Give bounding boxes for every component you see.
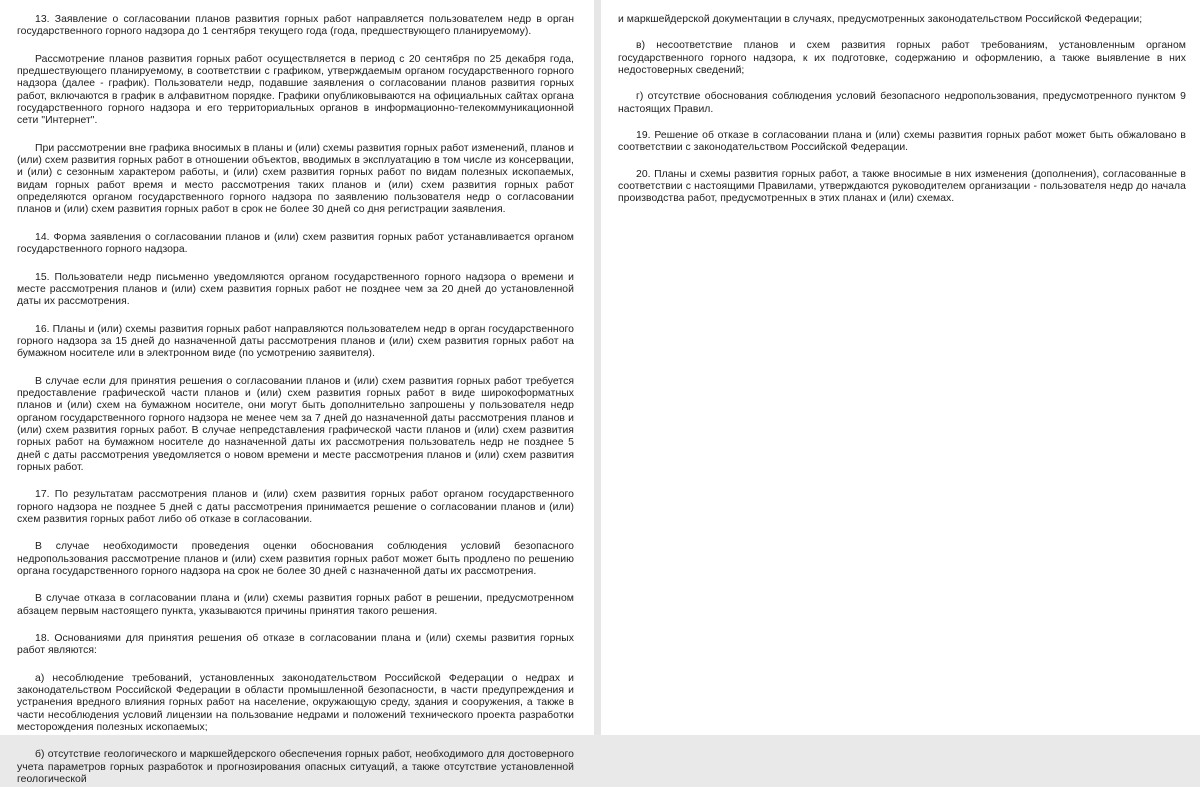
document-page-right bbox=[601, 0, 1200, 735]
paragraph-17-refusal-reasons: В случае отказа в согласовании плана и (или) схемы развития горных работ в решении, предусмотренном абзацем первым настоящего пункта, указываются причины принятия такого решения. bbox=[17, 593, 574, 617]
document-page-left bbox=[0, 0, 594, 786]
paragraph-17-extension: В случае необходимости проведения оценки обоснования соблюдения условий безопасного недропользования рассмотрение планов и (или) схем развития горных работ может быть продлено по решению органа государственного горного надзора на срок не более 30 дней с назначенной даты их рассмотрения. bbox=[17, 541, 574, 578]
paragraph-18-item-v: в) несоответствие планов и схем развития горных работ требованиям, установленным органом государственного горного надзора, к их подготовке, содержанию и оформлению, а также выявление в них недостоверных сведений; bbox=[618, 40, 1186, 77]
paragraph-13-out-of-schedule: При рассмотрении вне графика вносимых в планы и (или) схемы развития горных работ изменений, планов и (или) схем развития горных работ в отношении объектов, вводимых в эксплуатацию в том числе из консервации, и (или) с сезонным характером работы, и (или) схем развития горных работ по видам полезных ископаемых, видам горных работ время и место рассмотрения таких планов и (или) схем развития горных работ определяются органом государственного горного надзора по заявлению пользователя недр о согласовании планов и (или) схем развития горных работ в срок не более 30 дней со дня регистрации заявления. bbox=[17, 142, 574, 216]
paragraph-16: 16. Планы и (или) схемы развития горных работ направляются пользователем недр в орган государственного горного надзора за 15 дней до назначенной даты рассмотрения планов и (или) схем развития горных работ на бумажном носителе или в электронном виде (по усмотрению заявителя). bbox=[17, 323, 574, 360]
paragraph-18-item-a: а) несоблюдение требований, установленных законодательством Российской Федерации о недрах и законодательством Российской Федерации в области промышленной безопасности, в части предупреждения и устранения вредного влияния горных работ на население, окружающую среду, здания и сооружения, а также в части несоблюдения условий лицензии на пользование недрами и положений технического проекта разработки месторождения полезных ископаемых; bbox=[17, 672, 574, 734]
paragraph-18-item-b: б) отсутствие геологического и маркшейдерского обеспечения горных работ, необходимого для достоверного учета параметров горных разработок и прогнозирования опасных ситуаций, а также отсутствие установленной геологической bbox=[17, 749, 574, 786]
paragraph-20: 20. Планы и схемы развития горных работ, а также вносимые в них изменения (дополнения), согласованные в соответствии с настоящими Правилами, утверждаются руководителем организации - пользователя недр до начала производства работ, предусмотренных в этих планах и (или) схемах. bbox=[618, 168, 1186, 205]
paragraph-13: 13. Заявление о согласовании планов развития горных работ направляется пользователем недр в орган государственного горного надзора до 1 сентября текущего года (года, предшествующего планируемому). bbox=[17, 14, 574, 38]
paragraph-16-graphic-part: В случае если для принятия решения о согласовании планов и (или) схем развития горных работ требуется предоставление графической части планов и (или) схем развития горных работ в виде широкоформатных планов и (или) схем на бумажном носителе, они могут быть дополнительно запрошены у пользователя недр органом государственного горного надзора не менее чем за 7 дней до назначенной даты рассмотрения планов и (или) схем развития горных работ. В случае непредставления графической части планов и (или) схем развития горных работ на бумажном носителе до назначенной даты их рассмотрения пользователь недр не позднее 5 дней с даты рассмотрения уведомляется о новом времени и месте рассмотрения планов и (или) схем развития горных работ. bbox=[17, 375, 574, 473]
paragraph-18: 18. Основаниями для принятия решения об отказе в согласовании плана и (или) схемы развития горных работ являются: bbox=[17, 633, 574, 657]
paragraph-18-item-g: г) отсутствие обоснования соблюдения условий безопасного недропользования, предусмотренного пунктом 9 настоящих Правил. bbox=[618, 91, 1186, 115]
paragraph-13-review-schedule: Рассмотрение планов развития горных работ осуществляется в период с 20 сентября по 25 декабря года, предшествующего планируемому, в соответствии с графиком, утверждаемым органом государственного горного надзора (далее - график). Пользователи недр, подавшие заявления о согласовании планов развития горных работ, включаются в график в алфавитном порядке. Графики опубликовываются на официальных сайтах органа государственного горного надзора и его территориальных органов в информационно-телекоммуникационной сети "Интернет". bbox=[17, 53, 574, 127]
paragraph-18-item-b-continued: и маркшейдерской документации в случаях, предусмотренных законодательством Российской Федерации; bbox=[618, 14, 1143, 25]
paragraph-14: 14. Форма заявления о согласовании планов и (или) схем развития горных работ устанавливается органом государственного горного надзора. bbox=[17, 231, 574, 256]
paragraph-17: 17. По результатам рассмотрения планов и (или) схем развития горных работ органом государственного горного надзора не позднее 5 дней с даты рассмотрения принимается решение о согласовании планов и (или) схем развития горных работ либо об отказе в согласовании. bbox=[17, 489, 574, 525]
paragraph-15: 15. Пользователи недр письменно уведомляются органом государственного горного надзора о времени и месте рассмотрения планов и (или) схем развития горных работ не позднее чем за 20 дней до установленной даты их рассмотрения. bbox=[17, 271, 574, 308]
paragraph-19: 19. Решение об отказе в согласовании плана и (или) схемы развития горных работ может быть обжаловано в соответствии с законодательством Российской Федерации. bbox=[618, 130, 1186, 154]
